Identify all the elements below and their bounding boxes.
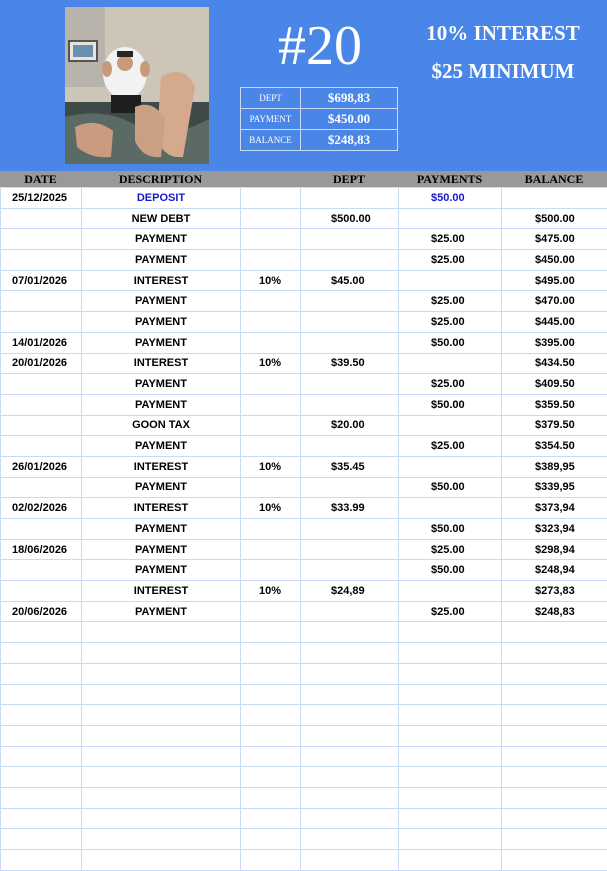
- empty-cell: [241, 705, 301, 726]
- empty-cell: [241, 684, 301, 705]
- empty-cell: [399, 705, 502, 726]
- empty-cell: [1, 829, 82, 850]
- empty-cell: [1, 663, 82, 684]
- cell-rate: 10%: [241, 456, 301, 477]
- empty-cell: [241, 643, 301, 664]
- empty-cell: [399, 767, 502, 788]
- empty-cell: [1, 725, 82, 746]
- empty-cell: [399, 725, 502, 746]
- table-row: [1, 560, 607, 581]
- empty-cell: [82, 787, 241, 808]
- empty-cell: [399, 746, 502, 767]
- table-row: [1, 312, 607, 333]
- cell-balance: $373,94: [502, 498, 607, 519]
- cell-description: PAYMENT: [82, 374, 241, 395]
- cell-date: [1, 250, 82, 271]
- cell-date: [1, 374, 82, 395]
- minimum-label: $25 MINIMUM: [431, 59, 575, 83]
- cell-date: [1, 291, 82, 312]
- table-row: [1, 436, 607, 457]
- empty-cell: [399, 684, 502, 705]
- empty-cell: [82, 746, 241, 767]
- cell-balance: $323,94: [502, 519, 607, 540]
- cell-payment: [399, 208, 502, 229]
- empty-cell: [82, 622, 241, 643]
- table-row: [1, 581, 607, 602]
- empty-cell: [82, 850, 241, 871]
- cell-date: [1, 208, 82, 229]
- cell-description: PAYMENT: [82, 436, 241, 457]
- empty-cell: [502, 767, 607, 788]
- cell-date: [1, 581, 82, 602]
- header-banner: [0, 0, 607, 171]
- empty-cell: [502, 643, 607, 664]
- cell-rate: [241, 229, 301, 250]
- cell-date: 14/01/2026: [1, 332, 82, 353]
- cell-payment: $50.00: [399, 560, 502, 581]
- cell-description: INTEREST: [82, 270, 241, 291]
- cell-description: PAYMENT: [82, 601, 241, 622]
- empty-cell: [502, 684, 607, 705]
- cell-date: 07/01/2026: [1, 270, 82, 291]
- cell-balance: $379.50: [502, 415, 607, 436]
- cell-description: PAYMENT: [82, 312, 241, 333]
- cell-description: PAYMENT: [82, 519, 241, 540]
- cell-dept: [301, 229, 399, 250]
- empty-cell: [241, 829, 301, 850]
- column-header-balance: BALANCE: [524, 172, 584, 186]
- empty-cell: [241, 850, 301, 871]
- cell-rate: [241, 415, 301, 436]
- cell-payment: [399, 270, 502, 291]
- cell-balance: $434.50: [502, 353, 607, 374]
- summary-row-dept: [241, 88, 398, 109]
- cell-rate: [241, 250, 301, 271]
- cell-dept: $20.00: [301, 415, 399, 436]
- empty-cell: [82, 643, 241, 664]
- cell-payment: $25.00: [399, 436, 502, 457]
- cell-balance: $359.50: [502, 394, 607, 415]
- summary-table: [240, 87, 398, 151]
- empty-cell: [82, 663, 241, 684]
- column-header-description: DESCRIPTION: [118, 172, 203, 186]
- cell-description: INTEREST: [82, 581, 241, 602]
- cell-description: PAYMENT: [82, 539, 241, 560]
- cell-rate: [241, 374, 301, 395]
- cell-dept: [301, 477, 399, 498]
- empty-cell: [1, 808, 82, 829]
- cell-dept: $33.99: [301, 498, 399, 519]
- table-row: [1, 415, 607, 436]
- cell-balance: $409.50: [502, 374, 607, 395]
- column-header-dept: DEPT: [332, 172, 365, 186]
- empty-cell: [1, 622, 82, 643]
- summary-label: PAYMENT: [241, 109, 301, 130]
- empty-cell: [399, 850, 502, 871]
- empty-cell: [502, 808, 607, 829]
- table-row: [1, 332, 607, 353]
- cell-balance: $395.00: [502, 332, 607, 353]
- cell-rate: [241, 208, 301, 229]
- cell-rate: 10%: [241, 270, 301, 291]
- cell-balance: $445.00: [502, 312, 607, 333]
- empty-row: [1, 767, 607, 788]
- empty-cell: [82, 725, 241, 746]
- cell-rate: 10%: [241, 581, 301, 602]
- cell-payment: $25.00: [399, 601, 502, 622]
- cell-date: 18/06/2026: [1, 539, 82, 560]
- empty-row: [1, 725, 607, 746]
- cell-description: PAYMENT: [82, 291, 241, 312]
- cell-dept: [301, 312, 399, 333]
- summary-value: $698,83: [301, 88, 398, 109]
- empty-cell: [399, 622, 502, 643]
- cell-payment: [399, 415, 502, 436]
- cell-rate: [241, 477, 301, 498]
- cell-dept: [301, 601, 399, 622]
- empty-row: [1, 850, 607, 871]
- empty-cell: [502, 787, 607, 808]
- empty-cell: [399, 829, 502, 850]
- summary-label: DEPT: [241, 88, 301, 109]
- empty-cell: [241, 663, 301, 684]
- empty-cell: [82, 808, 241, 829]
- cell-balance: $298,94: [502, 539, 607, 560]
- empty-cell: [502, 746, 607, 767]
- empty-cell: [301, 808, 399, 829]
- empty-cell: [301, 643, 399, 664]
- table-row: [1, 456, 607, 477]
- ledger-number: #20: [278, 15, 362, 77]
- empty-cell: [82, 767, 241, 788]
- empty-cell: [502, 829, 607, 850]
- table-row: [1, 394, 607, 415]
- empty-cell: [502, 622, 607, 643]
- table-row: [1, 270, 607, 291]
- summary-row-balance: [241, 130, 398, 151]
- cell-description: INTEREST: [82, 498, 241, 519]
- cell-balance: $500.00: [502, 208, 607, 229]
- empty-cell: [502, 663, 607, 684]
- profile-photo: [65, 7, 209, 164]
- cell-dept: $35.45: [301, 456, 399, 477]
- cell-date: 02/02/2026: [1, 498, 82, 519]
- interest-label: 10% INTEREST: [426, 21, 580, 45]
- summary-value: $248,83: [301, 130, 398, 151]
- table-row: [1, 208, 607, 229]
- empty-cell: [301, 746, 399, 767]
- empty-row: [1, 663, 607, 684]
- empty-row: [1, 829, 607, 850]
- cell-date: 20/01/2026: [1, 353, 82, 374]
- table-row: [1, 291, 607, 312]
- empty-cell: [1, 767, 82, 788]
- cell-balance: $450.00: [502, 250, 607, 271]
- cell-dept: [301, 188, 399, 209]
- cell-payment: $25.00: [399, 312, 502, 333]
- cell-payment: [399, 456, 502, 477]
- cell-dept: [301, 394, 399, 415]
- cell-dept: [301, 560, 399, 581]
- cell-dept: $24,89: [301, 581, 399, 602]
- table-row: [1, 498, 607, 519]
- cell-payment: $25.00: [399, 229, 502, 250]
- column-header-payments: PAYMENTS: [416, 172, 483, 186]
- empty-cell: [241, 746, 301, 767]
- table-row: [1, 539, 607, 560]
- cell-balance: $495.00: [502, 270, 607, 291]
- ledger-table: [0, 187, 607, 871]
- cell-description: INTEREST: [82, 456, 241, 477]
- table-row: [1, 477, 607, 498]
- cell-rate: [241, 436, 301, 457]
- table-row: [1, 188, 607, 209]
- cell-dept: $39.50: [301, 353, 399, 374]
- cell-dept: $500.00: [301, 208, 399, 229]
- table-row: [1, 250, 607, 271]
- cell-date: 20/06/2026: [1, 601, 82, 622]
- cell-balance: $273,83: [502, 581, 607, 602]
- cell-dept: $45.00: [301, 270, 399, 291]
- table-row: [1, 353, 607, 374]
- cell-payment: $50.00: [399, 188, 502, 209]
- empty-cell: [301, 787, 399, 808]
- empty-cell: [502, 850, 607, 871]
- empty-cell: [1, 850, 82, 871]
- cell-date: [1, 415, 82, 436]
- cell-payment: [399, 498, 502, 519]
- cell-payment: $25.00: [399, 539, 502, 560]
- empty-cell: [241, 725, 301, 746]
- empty-cell: [1, 787, 82, 808]
- cell-payment: $50.00: [399, 519, 502, 540]
- cell-dept: [301, 436, 399, 457]
- cell-balance: $339,95: [502, 477, 607, 498]
- empty-cell: [502, 705, 607, 726]
- empty-cell: [82, 705, 241, 726]
- empty-row: [1, 643, 607, 664]
- cell-balance: $248,94: [502, 560, 607, 581]
- cell-description: PAYMENT: [82, 477, 241, 498]
- cell-rate: 10%: [241, 353, 301, 374]
- cell-payment: $50.00: [399, 477, 502, 498]
- empty-row: [1, 684, 607, 705]
- empty-row: [1, 622, 607, 643]
- cell-dept: [301, 291, 399, 312]
- cell-payment: [399, 581, 502, 602]
- cell-description: NEW DEBT: [82, 208, 241, 229]
- empty-cell: [399, 663, 502, 684]
- table-row: [1, 229, 607, 250]
- cell-balance: $475.00: [502, 229, 607, 250]
- cell-date: [1, 560, 82, 581]
- cell-description: PAYMENT: [82, 229, 241, 250]
- empty-row: [1, 705, 607, 726]
- cell-dept: [301, 250, 399, 271]
- summary-label: BALANCE: [241, 130, 301, 151]
- empty-cell: [399, 787, 502, 808]
- empty-cell: [301, 829, 399, 850]
- column-header-date: DATE: [24, 172, 57, 186]
- cell-description: GOON TAX: [82, 415, 241, 436]
- empty-cell: [241, 622, 301, 643]
- empty-cell: [301, 663, 399, 684]
- cell-date: 25/12/2025: [1, 188, 82, 209]
- empty-cell: [301, 705, 399, 726]
- empty-cell: [399, 643, 502, 664]
- cell-rate: [241, 539, 301, 560]
- cell-balance: $470.00: [502, 291, 607, 312]
- empty-row: [1, 746, 607, 767]
- empty-cell: [82, 684, 241, 705]
- cell-balance: $248,83: [502, 601, 607, 622]
- empty-cell: [502, 725, 607, 746]
- empty-cell: [301, 725, 399, 746]
- empty-cell: [241, 767, 301, 788]
- cell-description: INTEREST: [82, 353, 241, 374]
- cell-payment: [399, 353, 502, 374]
- empty-cell: [1, 684, 82, 705]
- empty-cell: [1, 643, 82, 664]
- cell-date: [1, 477, 82, 498]
- cell-date: [1, 394, 82, 415]
- empty-cell: [301, 850, 399, 871]
- cell-description: DEPOSIT: [82, 188, 241, 209]
- cell-description: PAYMENT: [82, 250, 241, 271]
- cell-rate: [241, 188, 301, 209]
- person-photo-icon: [65, 7, 209, 164]
- cell-rate: [241, 560, 301, 581]
- cell-payment: $25.00: [399, 250, 502, 271]
- empty-cell: [1, 746, 82, 767]
- column-header-bar: [0, 171, 607, 187]
- cell-dept: [301, 519, 399, 540]
- empty-row: [1, 787, 607, 808]
- cell-rate: 10%: [241, 498, 301, 519]
- empty-cell: [82, 829, 241, 850]
- cell-balance: [502, 188, 607, 209]
- empty-cell: [301, 622, 399, 643]
- table-row: [1, 601, 607, 622]
- table-row: [1, 374, 607, 395]
- summary-value: $450.00: [301, 109, 398, 130]
- cell-rate: [241, 332, 301, 353]
- empty-cell: [301, 684, 399, 705]
- cell-rate: [241, 312, 301, 333]
- summary-row-payment: [241, 109, 398, 130]
- cell-balance: $389,95: [502, 456, 607, 477]
- cell-rate: [241, 601, 301, 622]
- cell-description: PAYMENT: [82, 560, 241, 581]
- table-row: [1, 519, 607, 540]
- empty-cell: [301, 767, 399, 788]
- empty-row: [1, 808, 607, 829]
- cell-payment: $50.00: [399, 394, 502, 415]
- cell-description: PAYMENT: [82, 332, 241, 353]
- cell-dept: [301, 332, 399, 353]
- cell-date: [1, 312, 82, 333]
- cell-payment: $25.00: [399, 291, 502, 312]
- cell-rate: [241, 519, 301, 540]
- cell-balance: $354.50: [502, 436, 607, 457]
- cell-date: [1, 436, 82, 457]
- cell-dept: [301, 539, 399, 560]
- cell-date: [1, 229, 82, 250]
- cell-payment: $25.00: [399, 374, 502, 395]
- empty-cell: [1, 705, 82, 726]
- cell-dept: [301, 374, 399, 395]
- empty-cell: [241, 787, 301, 808]
- cell-date: 26/01/2026: [1, 456, 82, 477]
- cell-payment: $50.00: [399, 332, 502, 353]
- cell-description: PAYMENT: [82, 394, 241, 415]
- cell-date: [1, 519, 82, 540]
- empty-cell: [399, 808, 502, 829]
- cell-rate: [241, 394, 301, 415]
- empty-cell: [241, 808, 301, 829]
- cell-rate: [241, 291, 301, 312]
